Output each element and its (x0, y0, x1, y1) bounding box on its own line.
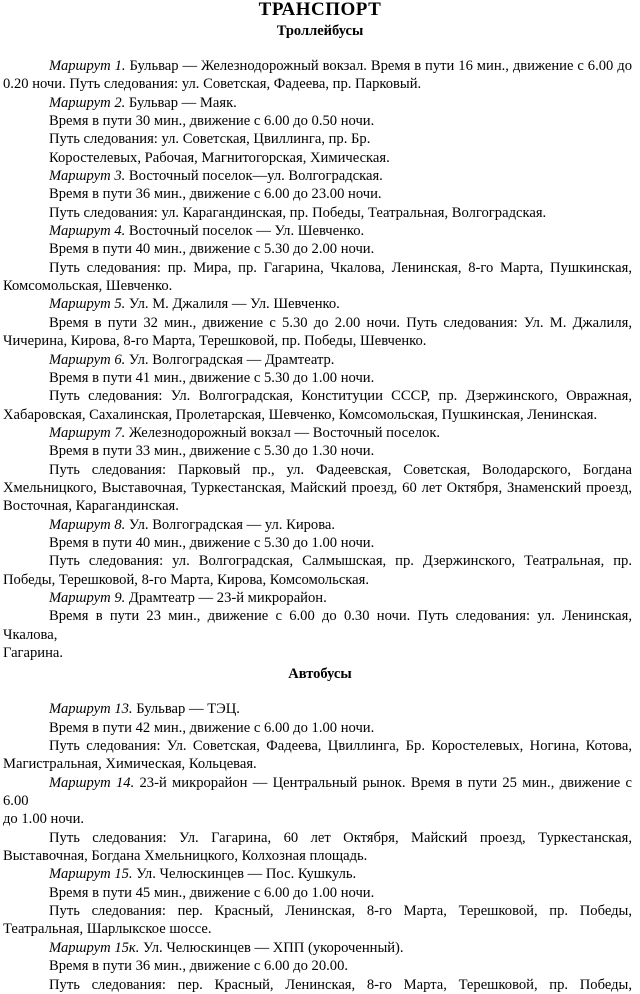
line-text: Театральная, Шарлыкское шоссе. (3, 921, 212, 938)
text-line (0, 737, 640, 755)
text-line (0, 847, 640, 865)
text-line (0, 259, 640, 277)
text-line (0, 920, 640, 938)
line-text: Время в пути 36 мин., движение с 6.00 до 23.00 ночи. (49, 186, 382, 203)
line-text: 23-й микрорайон — Центральный рынок. Время в пути 25 мин., движение с 6.00 (3, 774, 633, 810)
line-text: Время в пути 40 мин., движение с 5.30 до 1.00 ночи. (49, 534, 375, 551)
line-text: Путь следования: Ул. Волгоградская, Конституции СССР, пр. Дзержинского, Овражная, (49, 388, 632, 405)
line-text: Путь следования: Парковый пр., ул. Фадеевская, Советская, Володарского, Богдана (49, 461, 632, 478)
text-line (0, 516, 640, 534)
text-line (0, 149, 640, 167)
route-label: Маршрут 13. (49, 701, 133, 718)
text-line (0, 810, 640, 828)
text-line (0, 939, 640, 957)
route-label: Маршрут 6. (49, 351, 126, 368)
text-line (0, 589, 640, 607)
line-text: Драмтеатр — 23-й микрорайон. (125, 589, 327, 606)
text-line (0, 204, 640, 222)
text-line (0, 865, 640, 883)
line-text: Гагарина. (3, 645, 64, 661)
line-text: Путь следования: пер. Красный, Ленинская, 8-го Марта, Терешковой, пр. Победы, (49, 903, 632, 920)
line-text: Комсомольская, Шевченко. (3, 278, 173, 295)
text-line (0, 497, 640, 515)
line-text: Ул. Волгоградская — Драмтеатр. (125, 351, 335, 368)
line-text: Бульвар — Маяк. (125, 94, 237, 111)
text-line (0, 94, 640, 112)
line-text: Ул. Челюскинцев — Пос. Кушкуль. (132, 866, 357, 883)
line-text: Ул. Челюскинцев — ХПП (укороченный). (139, 939, 404, 956)
line-text: Путь следования: Ул. Советская, Фадеева, Цвиллинга, Бр. Коростелевых, Ногина, Котова, (49, 738, 632, 755)
line-text: Хабаровская, Сахалинская, Пролетарская, Шевченко, Комсомольская, Пушкинская, Ленинская. (3, 406, 598, 423)
route-label: Маршрут 14. (49, 774, 135, 791)
route-label: Маршрут 8. (49, 516, 126, 533)
text-line (0, 369, 640, 387)
line-text: Магистральная, Химическая, Кольцевая. (3, 756, 257, 773)
route-label: Маршрут 1. (49, 58, 126, 74)
text-line (0, 167, 640, 185)
text-line (0, 755, 640, 773)
text-line (0, 571, 640, 589)
text-line (0, 534, 640, 552)
text-line (0, 75, 640, 93)
line-text: Коростелевых, Рабочая, Магнитогорская, Химическая. (49, 149, 390, 166)
text-line (0, 57, 640, 75)
bus-routes (0, 700, 640, 994)
route-label: Маршрут 5. (49, 296, 126, 313)
spacer (0, 683, 640, 700)
section-heading-trolleybuses: Троллейбусы (276, 23, 364, 39)
line-text: Восточная, Карагандинская. (3, 498, 179, 515)
line-text: Ул. Волгоградская — ул. Кирова. (125, 516, 336, 533)
route-label: Маршрут 9. (49, 589, 126, 606)
text-line (0, 957, 640, 975)
text-line (0, 112, 640, 130)
line-text: Время в пути 40 мин., движение с 5.30 до 2.00 ночи. (49, 241, 375, 258)
line-text: Путь следования: пер. Красный, Ленинская, 8-го Марта, Терешковой, пр. Победы, (49, 976, 632, 993)
line-text: Восточный поселок — Ул. Шевченко. (125, 223, 365, 240)
text-line (0, 479, 640, 497)
line-text: 0.20 ночи. Путь следования: ул. Советская, Фадеева, пр. Парковый. (3, 76, 422, 93)
line-text: до 1.00 ночи. (3, 811, 85, 828)
text-line (0, 607, 640, 644)
text-line (0, 552, 640, 570)
line-text: Путь следования: Ул. Гагарина, 60 лет Октября, Майский проезд, Туркестанская, (49, 829, 632, 846)
text-line (0, 424, 640, 442)
text-line (0, 295, 640, 313)
route-label: Маршрут 3. (49, 168, 126, 185)
line-text: Победы, Терешковой, 8-го Марта, Кирова, Комсомольская. (3, 571, 370, 588)
text-line (0, 387, 640, 405)
line-text: Железнодорожный вокзал — Восточный поселок. (125, 424, 441, 441)
line-text: Путь следования: ул. Карагандинская, пр. Победы, Театральная, Волгоградская. (49, 204, 547, 221)
line-text: Бульвар — ТЭЦ. (132, 701, 240, 718)
route-label: Маршрут 15. (49, 866, 133, 883)
line-text: Путь следования: ул. Волгоградская, Салмышская, пр. Дзержинского, Театральная, пр. (49, 553, 632, 570)
text-line (0, 314, 640, 332)
line-text: Время в пути 30 мин., движение с 6.00 до 0.50 ночи. (49, 113, 375, 130)
line-text: Ул. М. Джалиля — Ул. Шевченко. (125, 296, 340, 313)
line-text: Время в пути 23 мин., движение с 6.00 до 0.30 ночи. Путь следования: ул. Ленинская, Чкалова, (3, 608, 632, 643)
page-title: ТРАНСПОРТ (258, 0, 382, 20)
text-line (0, 461, 640, 479)
line-text: Путь следования: пр. Мира, пр. Гагарина, Чкалова, Ленинская, 8-го Марта, Пушкинская, (49, 259, 632, 276)
text-line (0, 700, 640, 718)
text-line (0, 222, 640, 240)
text-line (0, 976, 640, 994)
text-line (0, 884, 640, 902)
line-text: Бульвар — Железнодорожный вокзал. Время в пути 16 мин., движение с 6.00 до (125, 58, 632, 74)
trolleybus-routes (0, 57, 640, 662)
line-text: Время в пути 36 мин., движение с 6.00 до 20.00. (49, 958, 349, 975)
text-line (0, 719, 640, 737)
route-label: Маршрут 15к. (49, 939, 140, 956)
route-label: Маршрут 4. (49, 223, 126, 240)
line-text: Время в пути 32 мин., движение с 5.30 до 2.00 ночи. Путь следования: Ул. М. Джалиля, (49, 314, 632, 331)
text-line (0, 442, 640, 460)
text-line (0, 185, 640, 203)
line-text: Время в пути 42 мин., движение с 6.00 до 1.00 ночи. (49, 719, 375, 736)
line-text: Время в пути 41 мин., движение с 5.30 до 1.00 ночи. (49, 369, 375, 386)
spacer (0, 40, 640, 57)
text-line (0, 829, 640, 847)
line-text: Выставочная, Богдана Хмельницкого, Колхозная площадь. (3, 848, 368, 865)
line-text: Чичерина, Кирова, 8-го Марта, Терешковой, пр. Победы, Шевченко. (3, 333, 427, 350)
text-line (0, 902, 640, 920)
line-text: Восточный поселок—ул. Волгоградская. (125, 168, 383, 185)
text-line (0, 277, 640, 295)
text-line (0, 351, 640, 369)
text-line (0, 644, 640, 662)
text-line (0, 406, 640, 424)
line-text: Хмельницкого, Выставочная, Туркестанская, Майский проезд, 60 лет Октября, Знаменский проезд, (3, 479, 632, 496)
line-text: Время в пути 45 мин., движение с 6.00 до 1.00 ночи. (49, 884, 375, 901)
text-line (0, 130, 640, 148)
text-line (0, 240, 640, 258)
line-text: Время в пути 33 мин., движение с 5.30 до 1.30 ночи. (49, 443, 375, 460)
route-label: Маршрут 7. (49, 424, 126, 441)
route-label: Маршрут 2. (49, 94, 126, 111)
section-heading-buses: Автобусы (288, 666, 352, 683)
text-line (0, 332, 640, 350)
line-text: Путь следования: ул. Советская, Цвиллинга, пр. Бр. (49, 131, 371, 148)
text-line (0, 774, 640, 811)
